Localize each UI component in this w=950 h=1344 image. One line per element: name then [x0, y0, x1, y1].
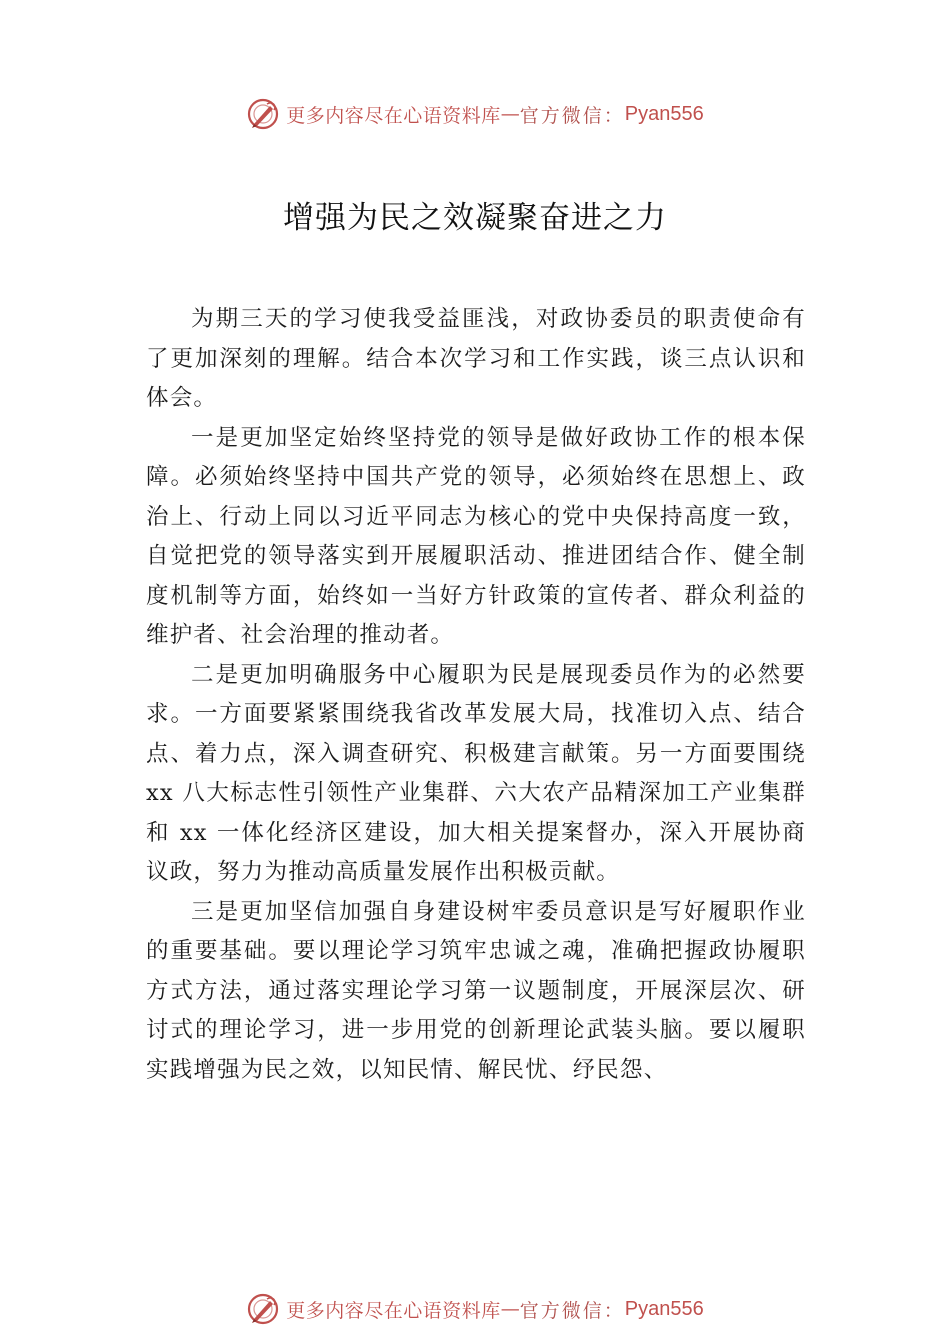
- banner-library-text: 更多内容尽在心语资料库: [286, 1299, 501, 1322]
- document-body: [146, 300, 806, 1090]
- banner-wechat-id: Pyan556: [624, 1297, 704, 1320]
- paragraph-4: 三是更加坚信加强自身建设树牢委员意识是写好履职作业的重要基础。要以理论学习筑牢忠诚之魂，准确把握政协履职方式方法，通过落实理论学习第一议题制度，开展深层次、研讨式的理论学习，进一步用党的创新理论武装头脑。要以履职实践增强为民之效，以知民情、解民忧、纾民怨、: [146, 898, 806, 1083]
- paragraph-2: 一是更加坚定始终坚持党的领导是做好政协工作的根本保障。必须始终坚持中国共产党的领导，必须始终在思想上、政治上、行动上同以习近平同志为核心的党中央保持高度一致，自觉把党的领导落实到开展履职活动、推进团结合作、健全制度机制等方面，始终如一当好方针政策的宣传者、群众利益的维护者、社会治理的推动者。: [146, 424, 806, 648]
- banner-wechat-label: 官方微信：: [519, 1299, 625, 1322]
- paragraph-1: 为期三天的学习使我受益匪浅，对政协委员的职责使命有了更加深刻的理解。结合本次学习和工作实践，谈三点认识和体会。: [146, 306, 806, 411]
- footer-banner: [0, 1289, 950, 1329]
- paragraph-3: 二是更加明确服务中心履职为民是展现委员作为的必然要求。一方面要紧紧围绕我省改革发展大局，找准切入点、结合点、着力点，深入调查研究、积极建言献策。另一方面要围绕 xx 八大标志性引领性产业集群、六大农产品精深加工产业集群和 xx 一体化经济区建设，加大相关提案督办，深入开展协商议政，努力为推动高质量发展作出积极贡献。: [146, 661, 806, 885]
- header-banner: [0, 94, 950, 134]
- banner-dash: —: [500, 103, 520, 125]
- document-title: 增强为民之效凝聚奋进之力: [283, 200, 667, 236]
- banner-library-text: 更多内容尽在心语资料库: [286, 104, 501, 127]
- banner-wechat-id: Pyan556: [624, 102, 704, 125]
- banner-wechat-label: 官方微信：: [519, 104, 625, 127]
- pen-logo-icon: [246, 97, 280, 131]
- banner-dash: —: [500, 1298, 520, 1320]
- pen-logo-icon: [246, 1292, 280, 1326]
